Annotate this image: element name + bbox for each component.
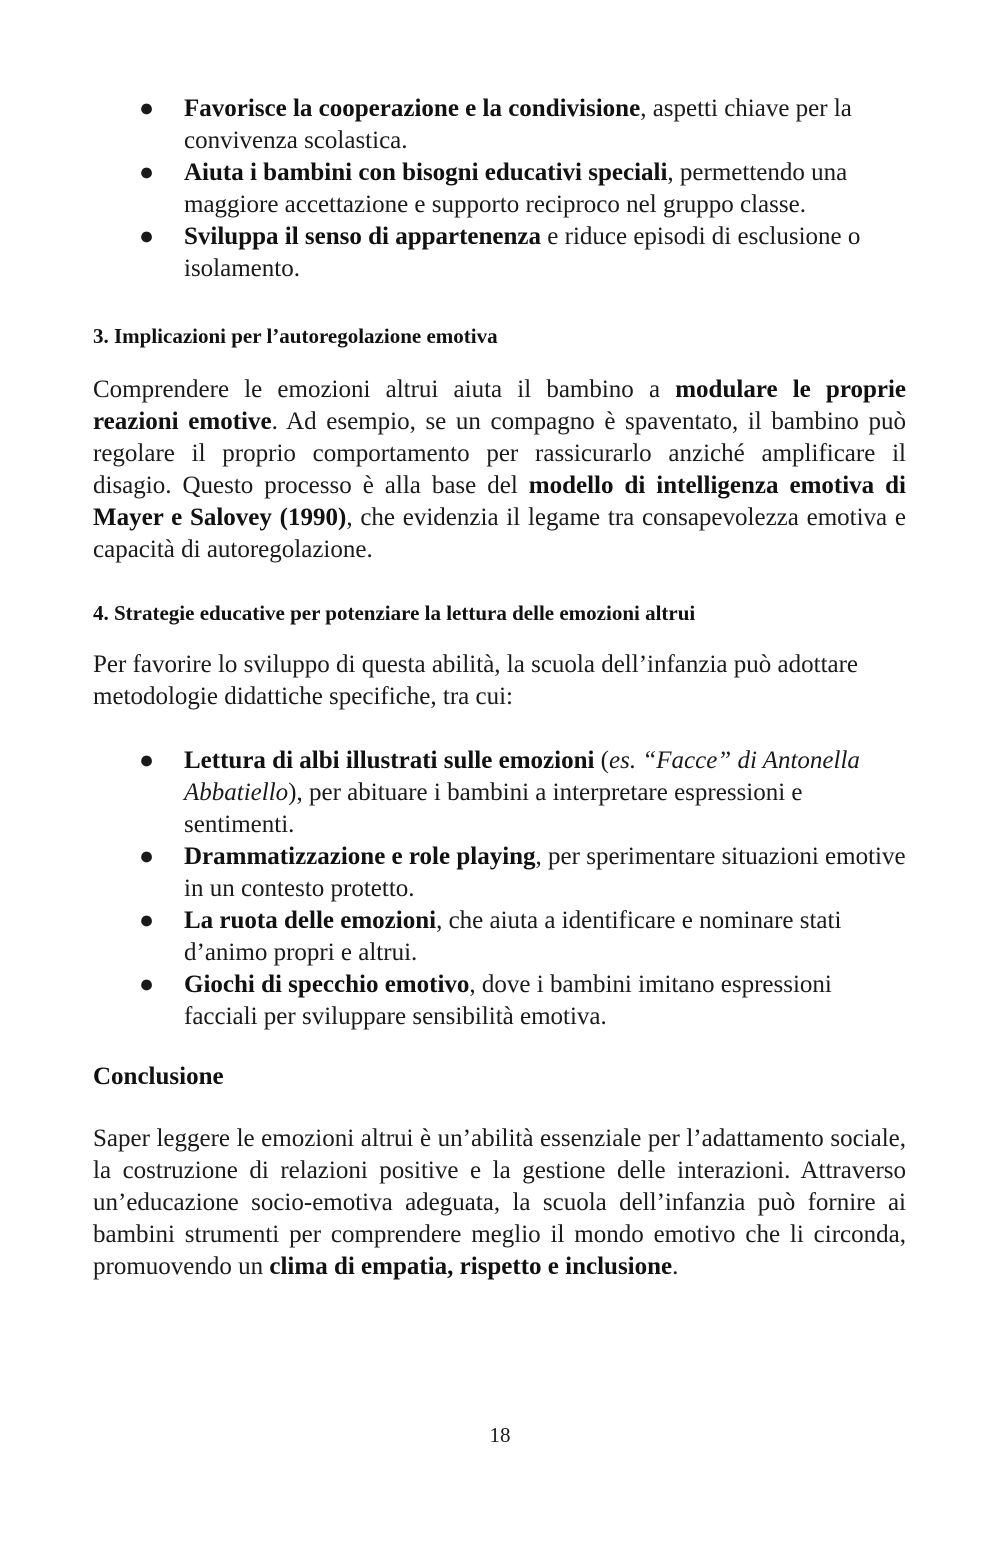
bullet-icon: ● — [139, 843, 155, 870]
bullet-list-top — [93, 93, 906, 285]
list-item-italic: es. “Facce” di Antonella Abbatiello — [184, 747, 860, 806]
bullet-icon: ● — [139, 747, 155, 774]
list-item-bold: La ruota delle emozioni — [184, 907, 437, 934]
list-item-text: , aspetti chiave per la convivenza scolastica. — [184, 95, 852, 154]
paragraph-bold: modulare le proprie reazioni emotive — [93, 376, 907, 435]
bullet-list-strategies — [93, 745, 906, 1033]
page-number: 18 — [489, 1423, 511, 1447]
list-item-text: , per sperimentare situazioni emotive in un contesto protetto. — [184, 843, 906, 902]
paragraph-text: , che evidenzia il legame tra consapevolezza emotiva e capacità di autoregolazione. — [93, 504, 907, 563]
paragraph-text: . — [672, 1253, 679, 1280]
conclusion-paragraph — [93, 1123, 906, 1283]
section-4-heading: 4. Strategie educative per potenziare la lettura delle emozioni altrui — [93, 601, 696, 625]
conclusion-heading: Conclusione — [93, 1063, 224, 1090]
list-item-text: , permettendo una maggiore accettazione e supporto reciproco nel gruppo classe. — [184, 159, 848, 218]
paragraph-text: Comprendere le emozioni altrui aiuta il bambino a — [93, 376, 676, 403]
list-item-text: ( — [594, 747, 609, 774]
list-item-bold: Favorisce la cooperazione e la condivisione — [184, 95, 641, 122]
bullet-icon: ● — [139, 95, 155, 122]
list-item-bold: Lettura di albi illustrati sulle emozioni — [184, 747, 595, 774]
list-item-bold: Aiuta i bambini con bisogni educativi speciali — [184, 159, 668, 186]
list-item-bold: Giochi di specchio emotivo — [184, 971, 470, 998]
list-item-text: , dove i bambini imitano espressioni facciali per sviluppare sensibilità emotiva. — [184, 971, 832, 1030]
list-item — [93, 745, 906, 841]
list-item-text: , che aiuta a identificare e nominare stati d’animo propri e altrui. — [184, 907, 842, 966]
bullet-icon: ● — [139, 907, 155, 934]
page-content — [93, 93, 906, 1283]
paragraph-text: Saper leggere le emozioni altrui è un’abilità essenziale per l’adattamento sociale, la costruzione di relazioni positive e la gestione delle interazioni. Attraverso un’educazione socio-emotiva adeguata, la scuola dell’infanzia può fornire ai bambini strumenti per comprendere meglio il mondo emotivo che li circonda, promuovendo un — [93, 1125, 906, 1280]
list-item-text: ), per abituare i bambini a interpretare espressioni e sentimenti. — [184, 779, 803, 838]
section-4-intro: Per favorire lo sviluppo di questa abilità, la scuola dell’infanzia può adottare metodologie didattiche specifiche, tra cui: — [93, 651, 859, 710]
list-item — [93, 93, 906, 157]
list-item — [93, 157, 906, 221]
list-item — [93, 969, 906, 1033]
list-item — [93, 905, 906, 969]
paragraph-bold: clima di empatia, rispetto e inclusione — [269, 1253, 673, 1280]
list-item — [93, 841, 906, 905]
section-3-heading: 3. Implicazioni per l’autoregolazione emotiva — [93, 324, 498, 348]
list-item-text: e riduce episodi di esclusione o isolamento. — [184, 223, 861, 282]
list-item-bold: Drammatizzazione e role playing — [184, 843, 536, 870]
section-3-paragraph — [93, 374, 906, 566]
paragraph-text: . Ad esempio, se un compagno è spaventato, il bambino può regolare il proprio comportamento per rassicurarlo anziché amplificare il disagio. Questo processo è alla base del — [93, 408, 906, 499]
paragraph-bold: modello di intelligenza emotiva di Mayer e Salovey (1990) — [93, 472, 906, 531]
list-item — [93, 221, 906, 285]
bullet-icon: ● — [139, 971, 155, 998]
bullet-icon: ● — [139, 159, 155, 186]
list-item-bold: Sviluppa il senso di appartenenza — [184, 223, 542, 250]
bullet-icon: ● — [139, 223, 155, 250]
